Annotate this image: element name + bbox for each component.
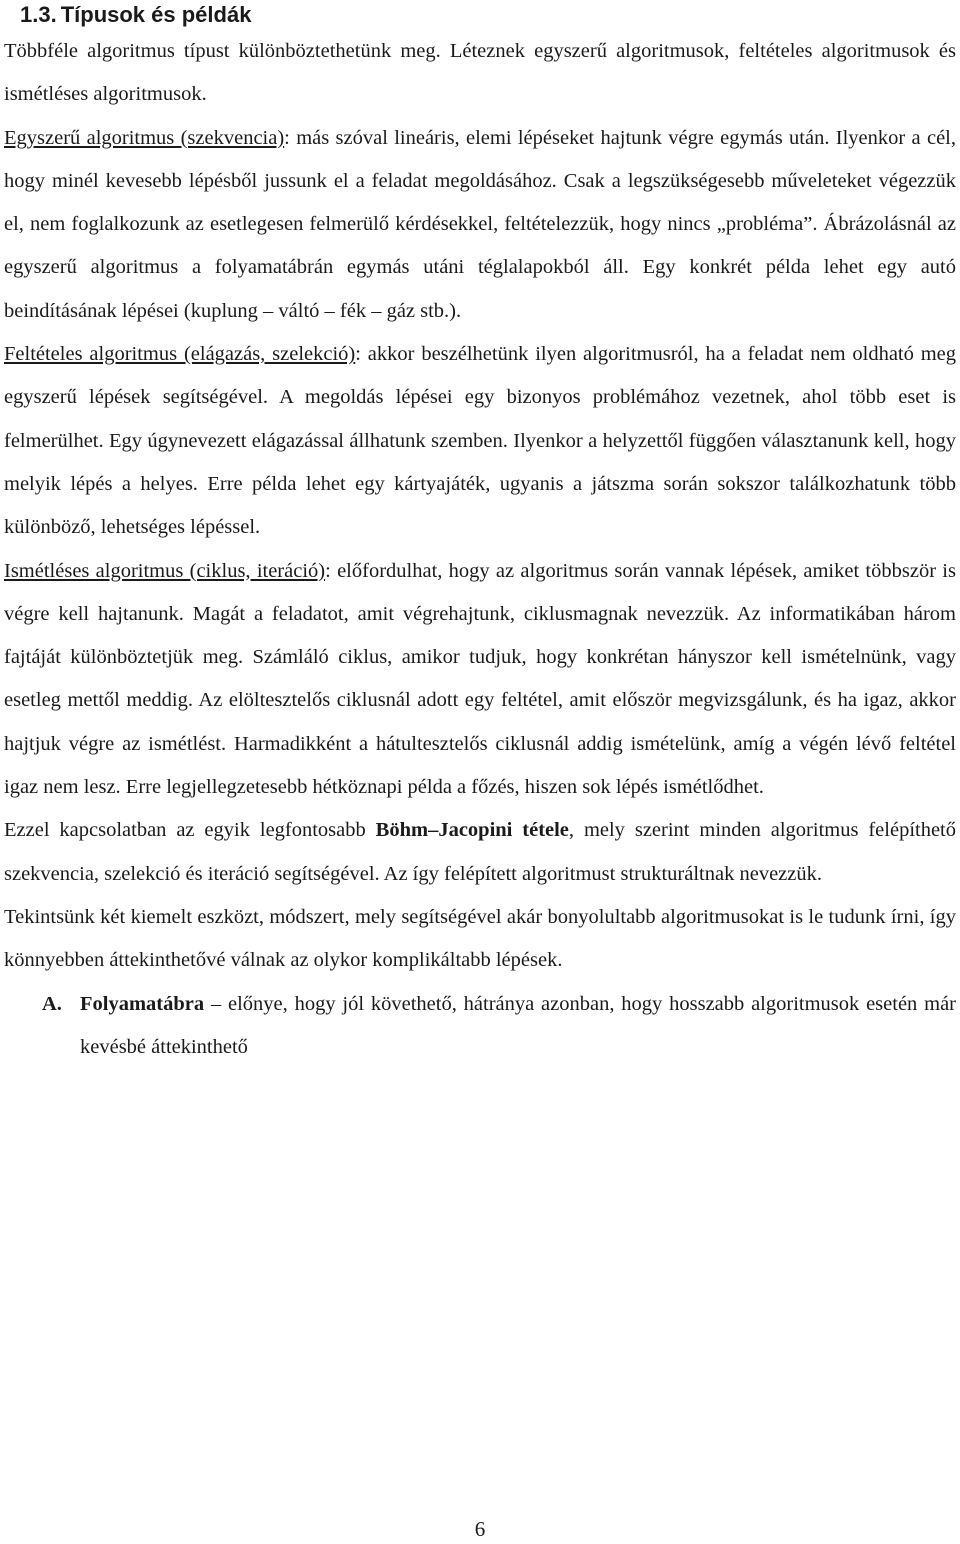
bohm-jacopini-paragraph [4, 809, 956, 896]
section-heading [20, 0, 251, 30]
iterative-algorithm-term: Ismétléses algoritmus (ciklus, iteráció) [4, 559, 326, 582]
bohm-text-after: , mely szerint minden algoritmus felépíthető szekvencia, szelekció és iteráció segítségével. Az így felépített algoritmust strukturáltnak nevezzük. [4, 819, 957, 885]
section-title: Típusok és példák [60, 2, 252, 27]
simple-algorithm-paragraph [4, 117, 956, 333]
section-number: 1.3. [20, 2, 57, 27]
flowchart-text: – előnye, hogy jól követhető, hátránya azonban, hogy hosszabb algoritmusok esetén már kevésbé áttekinthető [80, 992, 956, 1058]
bohm-jacopini-term: Böhm–Jacopini tétele [375, 819, 569, 842]
conditional-algorithm-text: : akkor beszélhetünk ilyen algoritmusról, ha a feladat nem oldható meg egyszerű lépések segítségével. A megoldás lépései egy bizonyos problémához vezetnek, ahol több eset is felmerülhet. Egy úgynevezett elágazással állhatunk szemben. Ilyenkor a helyzettől függően választanunk kell, hogy melyik lépés a helyes. Erre példa lehet egy kártyajáték, ugyanis a játszma során sokszor találkozhatunk több különböző, lehetséges lépéssel. [4, 343, 957, 539]
simple-algorithm-text: : más szóval lineáris, elemi lépéseket hajtunk végre egymás után. Ilyenkor a cél, hogy minél kevesebb lépésből jussunk el a feladat megoldásához. Csak a legszükségesebb műveleteket végezzük el, nem foglalkozunk az esetlegesen felmerülő kérdésekkel, feltételezzük, hogy nincs „probléma”. Ábrázolásnál az egyszerű algoritmus a folyamatábrán egymás utáni téglalapokból áll. Egy konkrét példa lehet egy autó beindításának lépései (kuplung – váltó – fék – gáz stb.). [4, 126, 956, 322]
intro-paragraph: Többféle algoritmus típust különböztethetünk meg. Léteznek egyszerű algoritmusok, feltételes algoritmusok és ismétléses algoritmusok. [4, 40, 956, 106]
page-number: 6 [474, 1517, 486, 1541]
bohm-text-before: Ezzel kapcsolatban az egyik legfontosabb [4, 819, 376, 842]
list-item [4, 983, 956, 1070]
flowchart-term: Folyamatábra [80, 992, 205, 1015]
conditional-algorithm-paragraph [4, 333, 956, 549]
list-marker: A. [42, 992, 62, 1015]
document-body [4, 30, 956, 1069]
iterative-algorithm-paragraph [4, 550, 956, 810]
iterative-algorithm-text: : előfordulhat, hogy az algoritmus során vannak lépések, amiket többször is végre kell hajtanunk. Magát a feladatot, amit végrehajtunk, ciklusmagnak nevezzük. Az informatikában három fajtáját különböztetjük meg. Számláló ciklus, amikor tudjuk, hogy konkrétan hányszor kell ismételnünk, vagy esetleg mettől meddig. Az elöltesztelős ciklusnál adott egy feltétel, amit először megvizsgálunk, és ha igaz, akkor hajtjuk végre az ismétlést. Harmadikként a hátultesztelős ciklusnál addig ismételünk, amíg a végén lévő feltétel igaz nem lesz. Erre legjellegzetesebb hétköznapi példa a főzés, hiszen sok lépés ismétlődhet. [4, 559, 956, 799]
conditional-algorithm-term: Feltételes algoritmus (elágazás, szelekció) [4, 343, 356, 366]
simple-algorithm-term: Egyszerű algoritmus (szekvencia) [4, 126, 285, 149]
tools-paragraph: Tekintsünk két kiemelt eszközt, módszert, mely segítségével akár bonyolultabb algoritmusokat is le tudunk írni, így könnyebben áttekinthetővé válnak az olykor komplikáltabb lépések. [4, 905, 956, 972]
